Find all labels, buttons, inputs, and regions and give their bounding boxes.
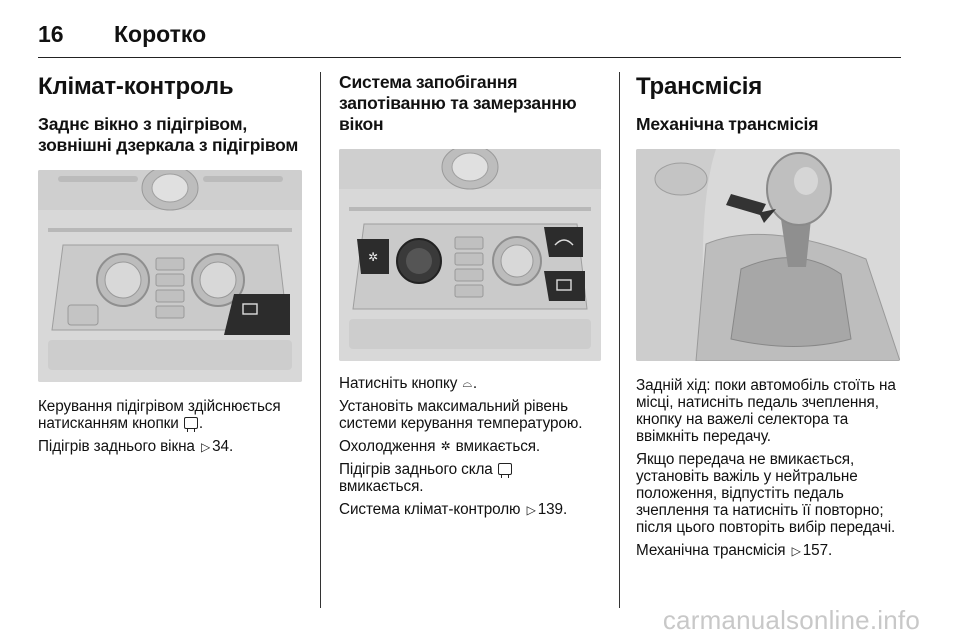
link-page-34[interactable]: 34.: [212, 438, 234, 455]
text-set-max-temp: Установіть максимальний рівень системи керування температурою.: [339, 398, 583, 432]
subtitle-heated-rear-window: Заднє вікно з підігрівом, зовнішні дзеркала з підігрівом: [38, 114, 299, 155]
defog-panel-illustration: [339, 149, 601, 361]
link-page-139[interactable]: 139.: [537, 501, 568, 518]
rear-window-heat-icon: [498, 463, 512, 475]
text-cooling-on: Охолодження ✲ вмикається.: [339, 438, 541, 455]
ac-snowflake-icon: ✲: [440, 439, 451, 453]
column-divider-2: [619, 72, 620, 608]
page-number: 16: [38, 20, 64, 47]
subtitle-defog: Система запобігання запотіванню та замерзанню вікон: [339, 72, 577, 134]
text-rear-glass-heat-on: Підігрів заднього скла вмикається.: [339, 461, 611, 495]
link-page-157[interactable]: 157.: [802, 542, 833, 559]
windshield-defrost-icon: ⌓: [462, 376, 472, 390]
text-heating-control: Керування підігрівом здійснюється натисканням кнопки .: [38, 398, 281, 432]
cross-reference-arrow-icon: ▷: [526, 503, 536, 517]
svg-text:✲: ✲: [367, 250, 379, 264]
text-manual-transmission-ref: Механічна трансмісія ▷ 157.: [636, 542, 833, 559]
column-defog: [339, 68, 611, 519]
header-rule: [38, 57, 901, 58]
section-title-climate: Клімат-контроль: [38, 73, 234, 100]
figure-gear-lever: [636, 149, 900, 361]
rear-window-heat-icon: [184, 417, 198, 429]
subtitle-manual-transmission: Механічна трансмісія: [636, 114, 819, 134]
column-transmission: [636, 68, 906, 560]
cross-reference-arrow-icon: ▷: [791, 544, 801, 558]
text-gear-not-engaging: Якщо передача не вмикається, установіть важіль у нейтральне положення, відпустіть педаль зчеплення та натисніть її повторно; після цього повторіть вибір передачі.: [636, 451, 896, 536]
column-climate: [38, 68, 308, 456]
cross-reference-arrow-icon: ▷: [200, 440, 211, 454]
text-climate-ref: Система клімат-контролю ▷ 139.: [339, 501, 568, 518]
section-title-transmission: Трансмісія: [636, 73, 763, 100]
text-rear-window-ref: Підігрів заднього вікна ▷ 34.: [38, 438, 234, 455]
figure-defog-panel: [339, 149, 601, 361]
running-title: Коротко: [114, 20, 207, 47]
gear-lever-illustration: [636, 149, 900, 361]
figure-climate-panel: [38, 170, 302, 382]
text-reverse-gear: Задній хід: поки автомобіль стоїть на місці, натисніть педаль зчеплення, кнопку на важелі селектора та ввімкніть передачу.: [636, 377, 896, 445]
column-divider-1: [320, 72, 321, 608]
watermark: carmanualsonline.info: [662, 605, 920, 635]
climate-panel-illustration: [38, 170, 302, 382]
page-header: [38, 14, 206, 54]
text-press-button: Натисніть кнопку ⌓.: [339, 375, 478, 392]
